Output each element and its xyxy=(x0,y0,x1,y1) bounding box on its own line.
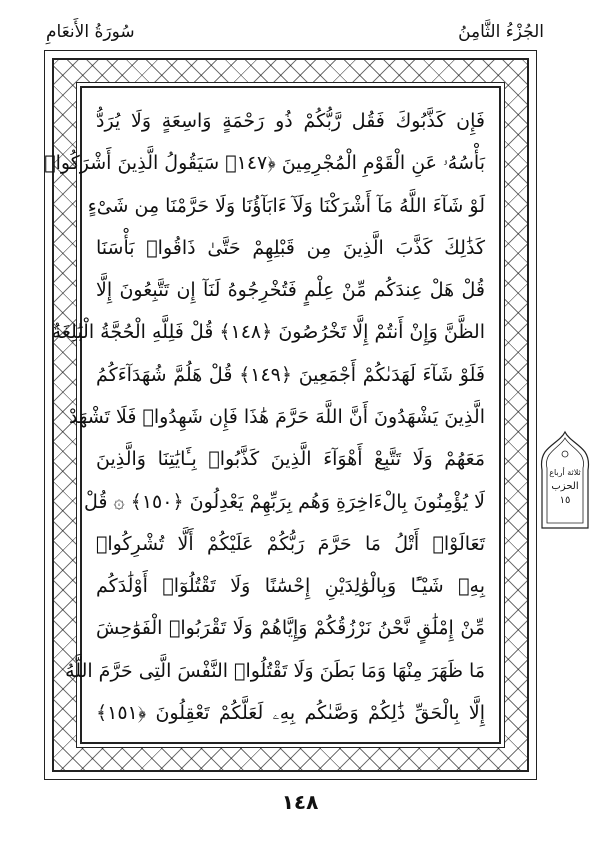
text-line-9: مَعَهُمْ وَلَا تَتَّبِعْ أَهْوَآءَ الَّذِينَ كَذَّبُوا۟ بِـَٔايَٰتِنَا وَالَّذِينَ xyxy=(96,448,485,471)
text-line-7: فَلَوْ شَآءَ لَهَدَىٰكُمْ أَجْمَعِينَ ﴿١٤٩﴾ قُلْ هَلُمَّ شُهَدَآءَكُمُ xyxy=(96,363,485,386)
text-line-5: قُلْ هَلْ عِندَكُم مِّنْ عِلْمٍ فَتُخْرِجُوهُ لَنَآ إِن تَتَّبِعُونَ إِلَّا xyxy=(96,279,485,302)
text-line-14: مَا ظَهَرَ مِنْهَا وَمَا بَطَنَ وَلَا تَقْتُلُوا۟ النَّفْسَ الَّتِى حَرَّمَ اللَّهُ xyxy=(65,659,485,682)
hizb-number: ١٥ xyxy=(559,495,571,506)
text-line-11: تَعَالَوْا۟ أَتْلُ مَا حَرَّمَ رَبُّكُمْ عَلَيْكُمْ أَلَّا تُشْرِكُوا۟ xyxy=(96,532,485,555)
quran-text xyxy=(44,106,485,728)
hizb-marker xyxy=(539,430,591,532)
text-panel xyxy=(44,86,501,744)
text-line-15: إِلَّا بِالْحَقِّ ذَٰلِكُمْ وَصَّىٰكُم بِهِۦ لَعَلَّكُمْ تَعْقِلُونَ ﴿١٥١﴾ xyxy=(96,701,485,724)
text-line-6: الظَّنَّ وَإِنْ أَنتُمْ إِلَّا تَخْرُصُونَ ﴿١٤٨﴾ قُلْ فَلِلَّهِ الْحُجَّةُ الْبَٰلِغَةُ xyxy=(51,321,485,344)
text-line-2: بَأْسُهُۥ عَنِ الْقَوْمِ الْمُجْرِمِينَ ﴿١٤٧﴾ سَيَقُولُ الَّذِينَ أَشْرَكُوا۟ xyxy=(44,152,485,175)
frame-ornament-band xyxy=(44,58,529,772)
ornamental-frame xyxy=(44,50,537,780)
text-line-4: كَذَٰلِكَ كَذَّبَ الَّذِينَ مِن قَبْلِهِمْ حَتَّىٰ ذَاقُوا۟ بَأْسَنَا xyxy=(96,236,485,259)
text-line-12: بِهِۦ شَيْـًٔا وَبِالْوَٰلِدَيْنِ إِحْسَٰنًا وَلَا تَقْتُلُوٓا۟ أَوْلَٰدَكُم xyxy=(96,575,485,598)
text-line-8: الَّذِينَ يَشْهَدُونَ أَنَّ اللَّهَ حَرَّمَ هَٰذَا فَإِن شَهِدُوا۟ فَلَا تَشْهَدْ xyxy=(68,405,485,428)
page-number: ١٤٨ xyxy=(281,790,319,814)
juz-title: الجُزْءُ الثَّامِنُ xyxy=(458,22,544,42)
text-line-10: لَا يُؤْمِنُونَ بِالْءَاخِرَةِ وَهُم بِرَبِّهِمْ يَعْدِلُونَ ﴿١٥٠﴾ ۞ قُلْ xyxy=(83,490,485,513)
text-line-3: لَوْ شَآءَ اللَّهُ مَآ أَشْرَكْنَا وَلَآ ءَابَآؤُنَا وَلَا حَرَّمْنَا مِن شَىْءٍ xyxy=(87,194,485,217)
surah-name: سُورَةُ الأَنعَامِ xyxy=(46,22,135,42)
hizb-fraction: ثلاثة أرباع xyxy=(549,468,581,477)
hizb-label: الحزب xyxy=(551,481,579,492)
text-line-13: مِّنْ إِمْلَٰقٍ نَّحْنُ نَرْزُقُكُمْ وَإِيَّاهُمْ وَلَا تَقْرَبُوا۟ الْفَوَٰحِشَ xyxy=(96,617,485,640)
text-line-1: فَإِن كَذَّبُوكَ فَقُل رَّبُّكُمْ ذُو رَحْمَةٍ وَاسِعَةٍ وَلَا يُرَدُّ xyxy=(96,110,485,132)
